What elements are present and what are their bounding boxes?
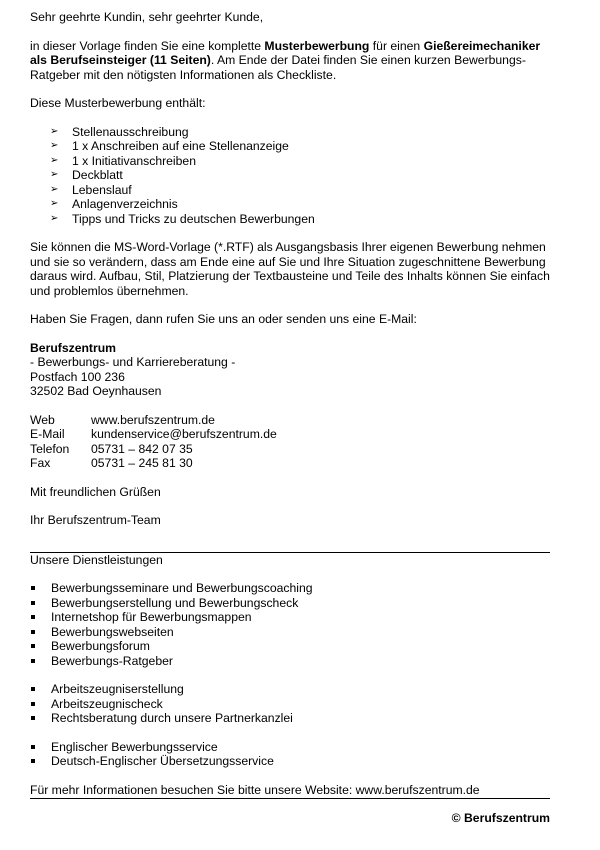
square-bullet-icon	[31, 716, 35, 720]
list-item	[30, 740, 550, 755]
list-item	[30, 625, 550, 640]
list-item-label: Bewerbungsseminare und Bewerbungscoaching	[51, 581, 313, 595]
list-item-label: Lebenslauf	[72, 182, 132, 197]
list-item-label: Arbeitszeugnischeck	[51, 696, 163, 711]
arrow-bullet-icon: ➢	[50, 183, 59, 195]
questions-paragraph: Haben Sie Fragen, dann rufen Sie uns an oder senden uns eine E-Mail:	[30, 312, 417, 326]
contact-key: Telefon	[30, 441, 70, 456]
list-item	[50, 125, 550, 140]
list-item	[50, 168, 550, 183]
square-bullet-icon	[31, 615, 35, 619]
square-bullet-icon	[31, 702, 35, 706]
list-item	[30, 581, 550, 596]
list-item	[30, 639, 550, 654]
list-item	[30, 754, 550, 769]
phone-value: 05731 – 842 07 35	[91, 441, 193, 456]
square-bullet-icon	[31, 630, 35, 634]
list-item-label: Rechtsberatung durch unsere Partnerkanzlei	[51, 711, 293, 725]
square-bullet-icon	[31, 687, 35, 691]
list-item	[50, 212, 550, 227]
list-item	[30, 711, 550, 726]
intro-text-3: . Am Ende der Datei finden Sie einen kurzen Bewerbungs-Ratgeber mit den nötigsten Informationen als Checkliste.	[30, 53, 526, 82]
services-list-1	[30, 581, 550, 668]
arrow-bullet-icon: ➢	[50, 140, 59, 151]
list-item-label: Englischer Bewerbungsservice	[51, 739, 218, 754]
contact-row-web	[30, 413, 550, 428]
list-item-label: Bewerbungsforum	[51, 639, 150, 653]
list-item-label: 1 x Anschreiben auf eine Stellenanzeige	[72, 139, 289, 153]
list-item-label: Anlagenverzeichnis	[72, 197, 178, 211]
arrow-bullet-icon: ➢	[50, 154, 59, 166]
list-item	[30, 596, 550, 611]
square-bullet-icon	[31, 644, 35, 648]
intro-bold-2: Gießereimechaniker als Berufseinsteiger (11 Seiten)	[30, 38, 541, 67]
list-item-label: 1 x Initiativanschreiben	[72, 153, 196, 168]
intro-text-2: für einen	[369, 38, 424, 53]
list-item-label: Bewerbungserstellung und Bewerbungscheck	[51, 595, 299, 610]
intro-bold-1: Musterbewerbung	[264, 38, 370, 53]
copyright: © Berufszentrum	[451, 811, 550, 825]
contact-row-email	[30, 427, 550, 442]
list-item-label: Arbeitszeugniserstellung	[51, 682, 184, 696]
list-item-label: Deckblatt	[72, 168, 123, 182]
list-item	[50, 183, 550, 198]
contact-row-phone	[30, 442, 550, 457]
document-page	[30, 10, 550, 826]
list-item	[30, 682, 550, 697]
list-item	[50, 139, 550, 154]
list-item	[50, 154, 550, 169]
list-item-label: Deutsch-Englischer Übersetzungsservice	[51, 754, 274, 768]
usage-paragraph: Sie können die MS-Word-Vorlage (*.RTF) als Ausgangsbasis Ihrer eigenen Bewerbung nehmen und sie so verändern, dass am Ende eine auf Sie und Ihre Situation zugeschnittene Bewerbung daraus wird. Aufbau, Stil, Platzierung der Textbausteine und Teile des Inhalts können Sie einfach und problemlos übernehmen.	[30, 240, 550, 298]
list-item	[30, 610, 550, 625]
list-item-label: Bewerbungswebseiten	[51, 624, 174, 639]
services-list-2	[30, 682, 550, 726]
company-subtitle: - Bewerbungs- und Karriereberatung -	[30, 355, 236, 369]
arrow-bullet-icon: ➢	[50, 125, 59, 137]
contact-row-fax	[30, 456, 550, 471]
square-bullet-icon	[31, 759, 35, 763]
square-bullet-icon	[31, 586, 35, 590]
contents-list	[30, 125, 550, 227]
contact-key: E-Mail	[30, 427, 65, 441]
list-item-label: Tipps und Tricks zu deutschen Bewerbungen	[72, 211, 315, 226]
services-heading: Unsere Dienstleistungen	[30, 552, 163, 567]
address-block	[30, 341, 550, 399]
contact-key: Web	[30, 412, 55, 427]
web-link[interactable]: www.berufszentrum.de	[91, 412, 215, 427]
list-item-label: Internetshop für Bewerbungsmappen	[51, 610, 252, 624]
closing: Mit freundlichen Grüßen	[30, 484, 161, 499]
company-name: Berufszentrum	[30, 340, 117, 355]
list-item-label: Bewerbungs-Ratgeber	[51, 653, 173, 668]
contact-key: Fax	[30, 456, 51, 470]
square-bullet-icon	[31, 659, 35, 663]
fax-value: 05731 – 245 81 30	[91, 456, 193, 470]
city: 32502 Bad Oeynhausen	[30, 384, 162, 398]
intro-paragraph	[30, 39, 550, 83]
contact-table	[30, 413, 550, 471]
list-item	[30, 654, 550, 669]
list-item	[30, 697, 550, 712]
intro-text-1: in dieser Vorlage finden Sie eine komplette	[30, 38, 265, 53]
email-link[interactable]: kundenservice@berufszentrum.de	[91, 427, 277, 441]
contents-heading: Diese Musterbewerbung enthält:	[30, 96, 206, 110]
services-list-3	[30, 740, 550, 769]
square-bullet-icon	[31, 601, 35, 605]
more-info: Für mehr Informationen besuchen Sie bitte unsere Website: www.berufszentrum.de	[30, 782, 480, 797]
greeting: Sehr geehrte Kundin, sehr geehrter Kunde,	[30, 10, 264, 24]
arrow-bullet-icon: ➢	[50, 169, 59, 180]
list-item-label: Stellenausschreibung	[72, 124, 189, 139]
arrow-bullet-icon: ➢	[50, 212, 59, 224]
list-item	[50, 197, 550, 212]
po-box: Postfach 100 236	[30, 369, 125, 384]
arrow-bullet-icon: ➢	[50, 198, 59, 209]
square-bullet-icon	[31, 745, 35, 749]
signature: Ihr Berufszentrum-Team	[30, 513, 161, 527]
